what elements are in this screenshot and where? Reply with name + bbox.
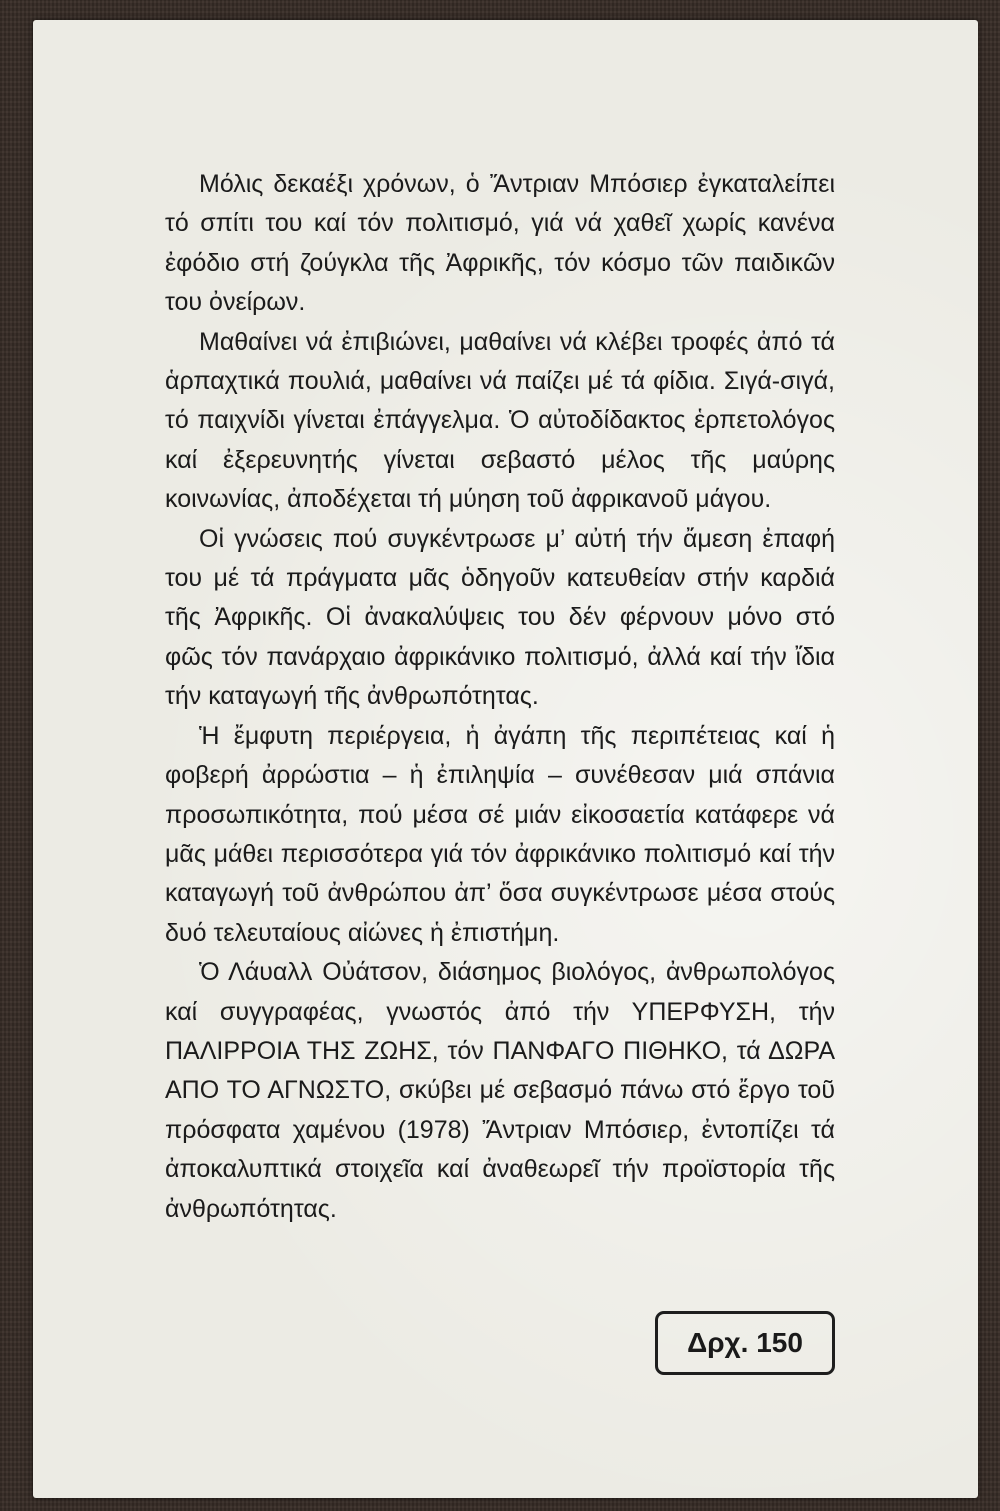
blurb-paragraph-4: Ἡ ἔμφυτη περιέργεια, ἡ ἀγάπη τῆς περιπέτειας καί ἡ φοβερή ἀρρώστια – ἡ ἐπιληψία – συνέθεσαν μιά σπάνια προσωπικότητα, πού μέσα σέ μιάν εἰκοσαετία κατάφερε νά μᾶς μάθει περισσότερα γιά τόν ἀφρικάνικο πολιτισμό καί τήν καταγωγή τοῦ ἀνθρώπου ἀπ’ ὅσα συγκέντρωσε μέσα στούς δυό τελευταίους αἰώνες ἡ ἐπιστήμη. — [165, 721, 835, 947]
blurb-paragraph-2: Μαθαίνει νά ἐπιβιώνει, μαθαίνει νά κλέβει τροφές ἀπό τά ἁρπαχτικά πουλιά, μαθαίνει νά παίζει μέ τά φίδια. Σιγά-σιγά, τό παιχνίδι γίνεται ἐπάγγελμα. Ὁ αὐτοδίδακτος ἑρπετολόγος καί ἐξερευνητής γίνεται σεβαστό μέλος τῆς μαύρης κοινωνίας, ἀποδέχεται τή μύηση τοῦ ἀφρικανοῦ μάγου. — [165, 327, 835, 514]
price-label: Δρχ. 150 — [687, 1327, 803, 1358]
blurb-paragraph-3: Οἱ γνώσεις πού συγκέντρωσε μ’ αὐτή τήν ἄμεση ἐπαφή του μέ τά πράγματα μᾶς ὁδηγοῦν κατευθείαν στήν καρδιά τῆς Ἀφρικῆς. Οἱ ἀνακαλύψεις του δέν φέρνουν μόνο στό φῶς τόν πανάρχαιο ἀφρικάνικο πολιτισμό, ἀλλά καί τήν ἴδια τήν καταγωγή τῆς ἀνθρωπότητας. — [165, 524, 835, 711]
blurb-paragraph-5: Ὁ Λάυαλλ Οὐάτσον, διάσημος βιολόγος, ἀνθρωπολόγος καί συγγραφέας, γνωστός ἀπό τήν ΥΠΕΡΦΥΣΗ, τήν ΠΑΛΙΡΡΟΙΑ ΤΗΣ ΖΩΗΣ, τόν ΠΑΝΦΑΓΟ ΠΙΘΗΚΟ, τά ΔΩΡΑ ΑΠΟ ΤΟ ΑΓΝΩΣΤΟ, σκύβει μέ σεβασμό πάνω στό ἔργο τοῦ πρόσφατα χαμένου (1978) Ἄντριαν Μπόσιερ, ἐντοπίζει τά ἀποκαλυπτικά στοιχεῖα καί ἀναθεωρεῖ τήν προϊστορία τῆς ἀνθρωπότητας. — [165, 958, 835, 1223]
blurb-paragraph-1: Μόλις δεκαέξι χρόνων, ὁ Ἄντριαν Μπόσιερ ἐγκαταλείπει τό σπίτι του καί τόν πολιτισμό, γιά νά χαθεῖ χωρίς κανένα ἐφόδιο στή ζούγκλα τῆς Ἀφρικῆς, τόν κόσμο τῶν παιδικῶν του ὀνείρων. — [165, 170, 835, 317]
price-box — [655, 1311, 835, 1375]
blurb-text — [165, 165, 835, 1229]
